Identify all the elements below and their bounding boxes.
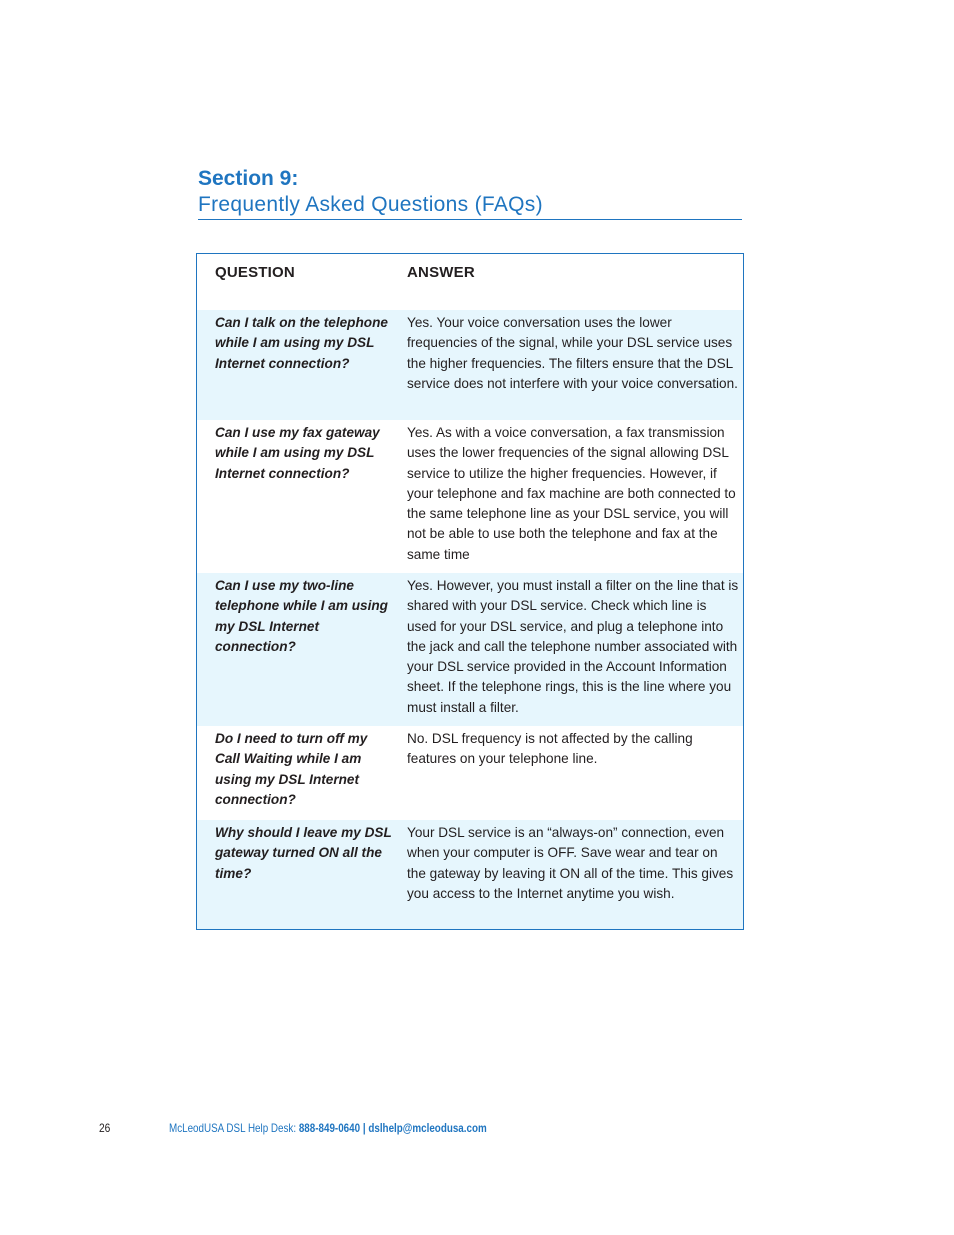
page-number: 26 [99,1121,111,1135]
faq-question: Do I need to turn off my Call Waiting while I am using my DSL Internet connection? [215,731,368,807]
faq-row [197,573,743,726]
section-heading [198,166,742,220]
faq-answer: Your DSL service is an “always-on” connection, even when your computer is OFF. Save wear and tear on the gateway by leaving it ON all of the time. This gives you access to the Internet anytime you wish. [407,825,734,901]
faq-row [197,420,743,573]
footer-separator: | [362,1121,366,1135]
answer-column-header: ANSWER [407,264,475,281]
faq-question: Can I use my fax gateway while I am using my DSL Internet connection? [215,425,380,481]
footer-contact [169,1121,487,1135]
faq-question: Why should I leave my DSL gateway turned ON all the time? [215,825,392,881]
help-desk-phone: 888-849-0640 [298,1121,361,1135]
faq-row [197,820,743,929]
faq-row [197,310,743,420]
question-column-header: QUESTION [215,264,295,281]
faq-answer: Yes. However, you must install a filter on the line that is shared with your DSL service. Check which line is used for your DSL service, and plug a telephone into the jack and call the telephone number associated with your DSL service provided in the Account Information sheet. If the telephone rings, this is the line where you must install a filter. [407,578,739,715]
faq-answer: Yes. As with a voice conversation, a fax transmission uses the lower frequencies of the signal allowing DSL service to utilize the higher frequencies. However, if your telephone and fax machine are both connected to the same telephone line as your DSL service, you will not be able to use both the telephone and fax at the same time [407,425,736,562]
section-title: Frequently Asked Questions (FAQs) [198,193,543,216]
faq-answer: No. DSL frequency is not affected by the calling features on your telephone line. [407,731,693,767]
faq-answer: Yes. Your voice conversation uses the lower frequencies of the signal, while your DSL service uses the higher frequencies. The filters ensure that the DSL service does not interfere with your voice conversation. [407,315,738,391]
faq-row [197,726,743,820]
faq-question: Can I use my two-line telephone while I am using my DSL Internet connection? [215,578,388,654]
faq-table-header [197,254,743,310]
faq-table [196,253,744,930]
help-desk-email-link[interactable]: dslhelp@mcleodusa.com [368,1121,487,1135]
section-number: Section 9: [198,167,299,190]
help-desk-label: McLeodUSA DSL Help Desk: [169,1121,297,1135]
faq-question: Can I talk on the telephone while I am using my DSL Internet connection? [215,315,388,371]
